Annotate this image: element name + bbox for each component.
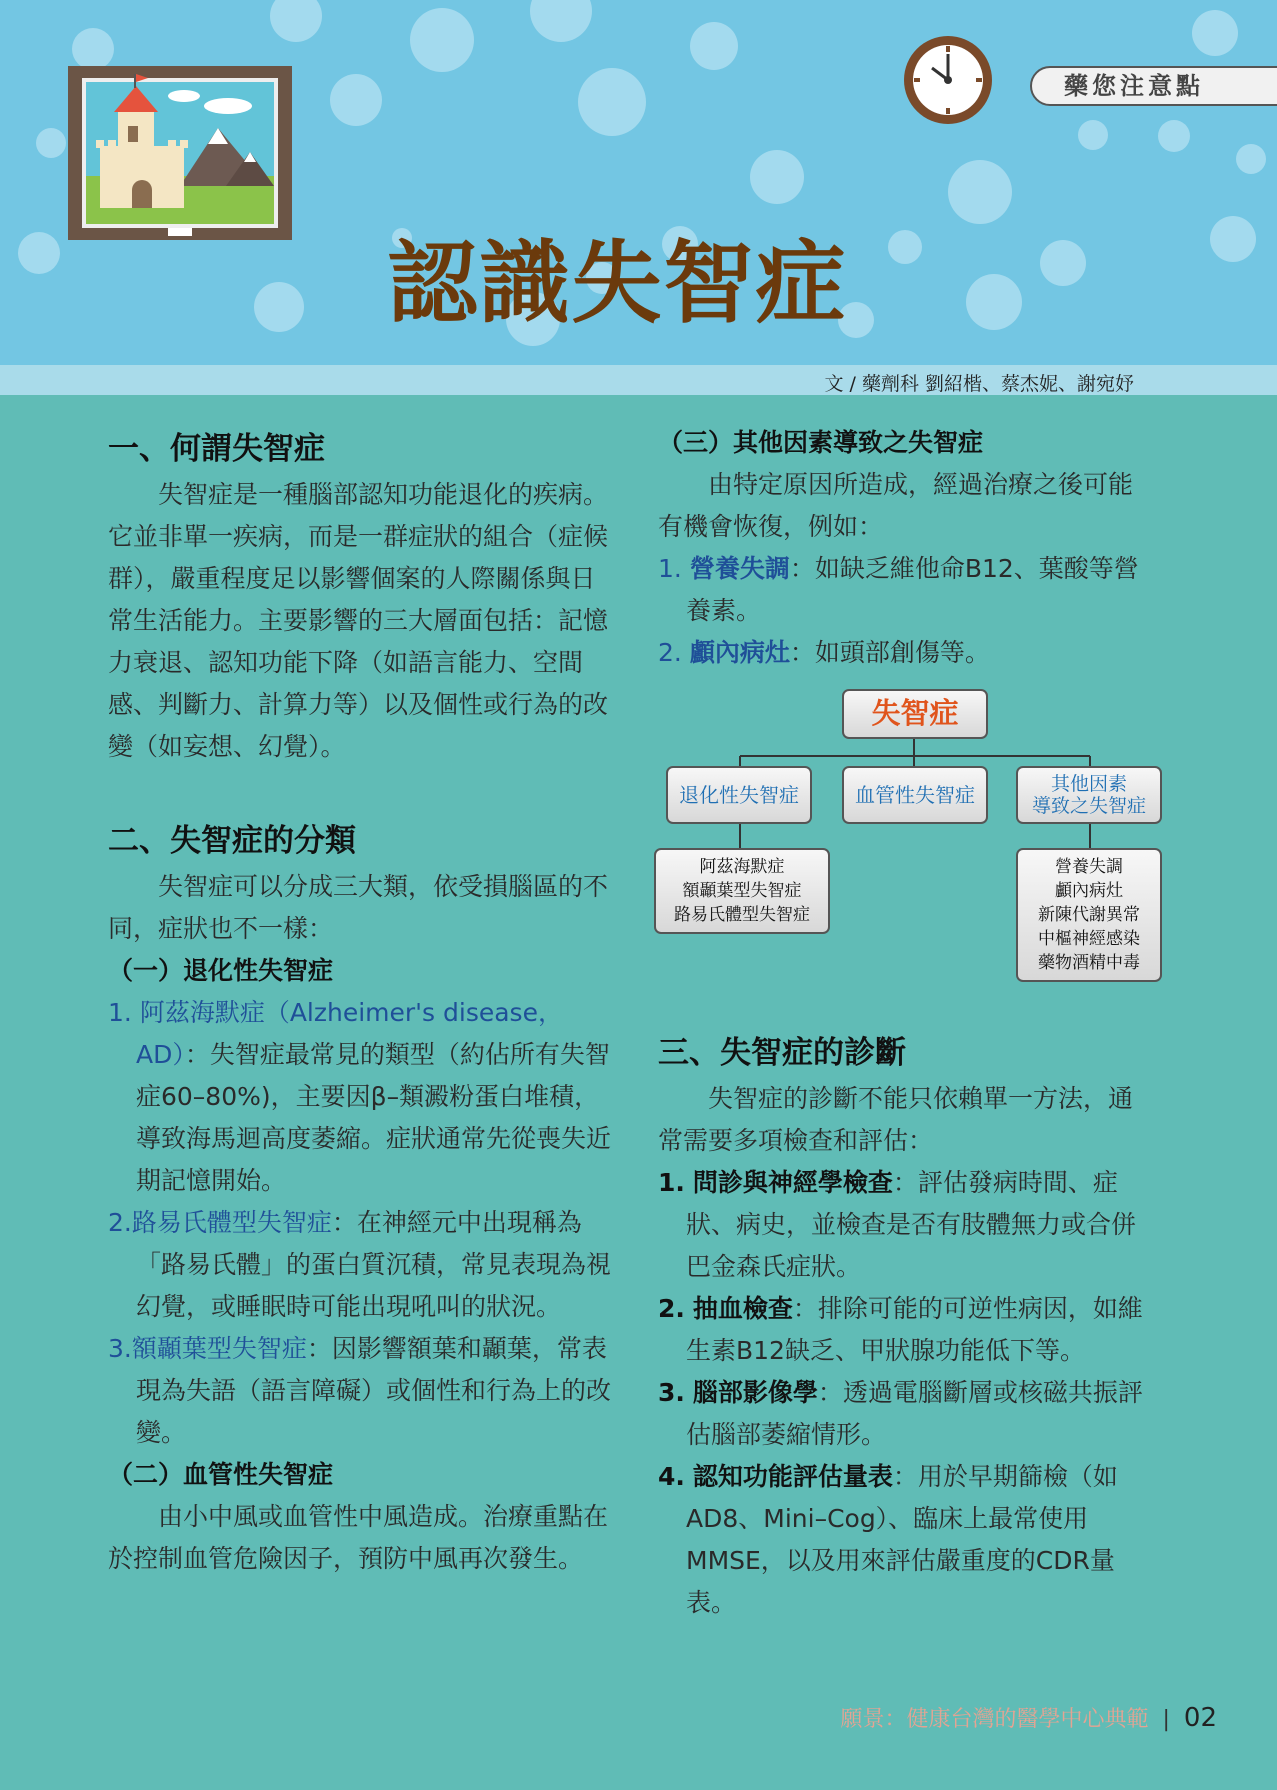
list-term: 認知功能評估量表	[692, 1462, 893, 1491]
subsection-heading: （一）退化性失智症	[108, 956, 334, 985]
paragraph: 失智症可以分成三大類，依受損腦區的不同，症狀也不一樣：	[108, 872, 609, 943]
footer-source: 願景：健康台灣的醫學中心典範	[840, 1707, 1149, 1732]
section-heading: 二、失智症的分類	[108, 823, 356, 859]
section-heading: 一、何謂失智症	[108, 431, 325, 467]
page-number: 02	[1183, 1703, 1217, 1733]
diagram-item: 額顳葉型失智症	[682, 881, 802, 901]
list-term: 問診與神經學檢查	[692, 1168, 893, 1197]
diagram-item: 顱內病灶	[1055, 881, 1123, 901]
diagram-category-vascular: 血管性失智症	[842, 766, 988, 824]
list-item: 2. 顱內病灶：如頭部創傷等。	[658, 638, 990, 667]
list-term: 路易氏體型失智症	[131, 1208, 332, 1237]
list-item: 1. 營養失調：如缺乏維他命B12、葉酸等營養素。	[658, 554, 1139, 625]
subsection-heading: （二）血管性失智症	[108, 1460, 334, 1489]
byline-bar	[0, 365, 1277, 395]
left-column	[108, 424, 620, 1580]
right-column	[658, 422, 1156, 674]
diagram-item: 藥物酒精中毒	[1038, 953, 1140, 973]
diagram-item: 新陳代謝異常	[1038, 905, 1140, 925]
footer-separator: |	[1162, 1707, 1170, 1732]
list-term: 營養失調	[689, 554, 790, 583]
diagram-item: 營養失調	[1055, 857, 1123, 877]
footer	[840, 1702, 1217, 1733]
list-item: 2. 抽血檢查：排除可能的可逆性病因，如維生素B12缺乏、甲狀腺功能低下等。	[658, 1294, 1143, 1365]
section-heading: 三、失智症的診斷	[658, 1035, 906, 1071]
diagram-item: 路易氏體型失智症	[674, 905, 810, 925]
list-item: 3.額顳葉型失智症：因影響額葉和顳葉，常表現為失語（語言障礙）或個性和行為上的改變。	[108, 1334, 612, 1447]
list-item: 4. 認知功能評估量表：用於早期篩檢（如AD8、Mini–Cog）、臨床上最常使用MMSE，以及用來評估嚴重度的CDR量表。	[658, 1462, 1118, 1617]
diagram-root: 失智症	[842, 689, 988, 739]
diagram-category-other-line: 導致之失智症	[1031, 795, 1146, 817]
list-item: 1. 問診與神經學檢查：評估發病時間、症狀、病史，並檢查是否有肢體無力或合併巴金森氏症狀。	[658, 1168, 1137, 1281]
list-item: 3. 腦部影像學：透過電腦斷層或核磁共振評估腦部萎縮情形。	[658, 1378, 1143, 1449]
list-item: 2.路易氏體型失智症：在神經元中出現稱為「路易氏體」的蛋白質沉積，常見表現為視幻覺，或睡眠時可能出現吼叫的狀況。	[108, 1208, 612, 1321]
diagram-item: 阿茲海默症	[699, 857, 785, 877]
list-term: 額顳葉型失智症	[131, 1334, 307, 1363]
diagram-category-other	[1016, 766, 1162, 824]
paragraph: 由特定原因所造成，經過治療之後可能有機會恢復，例如：	[658, 470, 1134, 541]
list-term: 抽血檢查	[692, 1294, 793, 1323]
diagram-other-causes	[1016, 848, 1162, 982]
subsection-heading: （三）其他因素導致之失智症	[658, 428, 984, 457]
paragraph: 失智症是一種腦部認知功能退化的疾病。它並非單一疾病，而是一群症狀的組合（症候群），嚴重程度足以影響個案的人際關係與日常生活能力。主要影響的三大層面包括：記憶力衰退、認知功能下降（如語言能力、空間感、判斷力、計算力等）以及個性或行為的改變（如妄想、幻覺）。	[108, 480, 609, 761]
list-item: 1. 阿茲海默症（Alzheimer's disease，AD）：失智症最常見的類型（約佔所有失智症60–80%)，主要因β–類澱粉蛋白堆積，導致海馬迴高度萎縮。症狀通常先從喪失近期記憶開始。	[108, 998, 612, 1195]
list-term: 顱內病灶	[689, 638, 790, 667]
right-column-lower	[658, 1028, 1156, 1624]
diagram-degenerative-types	[654, 848, 830, 934]
page-title: 認識失智症	[387, 231, 848, 336]
column-tag: 藥您注意點	[1030, 66, 1277, 106]
byline: 文 / 藥劑科 劉紹楷、蔡杰妮、謝宛妤	[824, 373, 1134, 395]
diagram-category-other-line: 其他因素	[1050, 773, 1127, 795]
diagram-category-degenerative: 退化性失智症	[666, 766, 812, 824]
diagram-item: 中樞神經感染	[1038, 929, 1140, 949]
paragraph: 由小中風或血管性中風造成。治療重點在於控制血管危險因子，預防中風再次發生。	[108, 1502, 609, 1573]
clock-icon	[902, 34, 994, 126]
list-term: 阿茲海默症（Alzheimer's disease，AD）	[136, 998, 563, 1069]
paragraph: 失智症的診斷不能只依賴單一方法，通常需要多項檢查和評估：	[658, 1084, 1134, 1155]
list-term: 腦部影像學	[692, 1378, 818, 1407]
classification-diagram	[650, 686, 1170, 986]
